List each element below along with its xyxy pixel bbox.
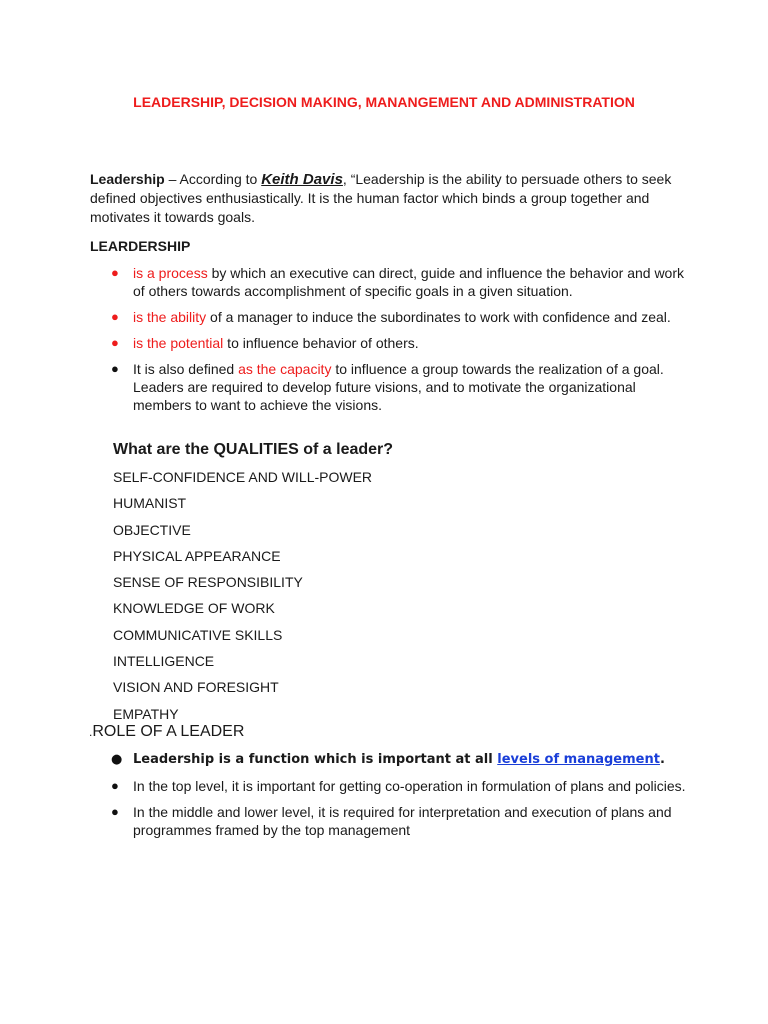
quality-item: OBJECTIVE [113,521,191,538]
quality-item: INTELLIGENCE [113,653,215,670]
definition-text: to influence a group towards the realization of a goal. Leaders are required to develop future visions, and to motivate the organizational members to want to achieve the visions. [133,361,664,413]
bullet-icon: ● [111,752,123,767]
definition-list [110,264,690,422]
bullet-icon: ● [111,309,119,324]
bullet-icon: ● [111,361,119,376]
definition-highlight: is a process [133,265,208,281]
intro-paragraph [90,170,690,227]
quality-item: PHYSICAL APPEARANCE [113,547,281,564]
qualities-heading: What are the QUALITIES of a leader? [113,441,394,458]
bullet-icon: ● [111,265,119,280]
intro-quote: , “Leadership is the ability to persuade others to seek defined objectives enthusiastically. It is the human factor which binds a group together and motivates it towards goals. [90,171,672,225]
role-text: In the middle and lower level, it is required for interpretation and execution of plans and programmes framed by the top management [133,804,672,838]
definition-prefix: It is also defined [133,361,239,377]
quality-item: KNOWLEDGE OF WORK [113,600,275,617]
intro-term: Leadership [90,171,165,187]
author-name: Keith Davis [261,171,343,188]
definition-item [110,360,690,414]
quality-item: VISION AND FORESIGHT [113,679,279,696]
qualities-list [113,468,372,731]
quality-item: EMPATHY [113,705,179,722]
role-text: Leadership is a function which is important at all [133,752,498,767]
definition-highlight: is the potential [133,335,224,351]
definition-text: of a manager to induce the subordinates to work with confidence and zeal. [206,309,671,325]
definition-text: to influence behavior of others. [223,335,419,351]
role-text: In the top level, it is important for getting co-operation in formulation of plans and policies. [133,778,686,794]
role-item [110,751,690,769]
role-heading [89,723,244,741]
leadership-heading: LEARDERSHIP [90,238,191,254]
definition-highlight: as the capacity [238,361,332,377]
definition-item [110,334,690,352]
role-list [110,751,690,847]
role-heading-text: ROLE OF A LEADER [92,723,245,740]
definition-item [110,264,690,300]
levels-of-management-link[interactable]: levels of management [497,752,660,767]
definition-item [110,308,690,326]
bullet-icon: ● [111,335,119,350]
role-heading-dot: . [89,725,93,739]
role-item [110,803,690,839]
quality-item: COMMUNICATIVE SKILLS [113,626,283,643]
definition-highlight: is the ability [133,309,207,325]
quality-item: SENSE OF RESPONSIBILITY [113,574,303,591]
quality-item: SELF-CONFIDENCE AND WILL-POWER [113,469,373,485]
definition-text: by which an executive can direct, guide and influence the behavior and work of others towards accomplishment of specific goals in a given situation. [133,265,684,299]
role-suffix: . [659,752,665,767]
quality-item: HUMANIST [113,495,187,512]
bullet-icon: ● [111,804,119,819]
intro-dash: – According to [164,171,262,187]
document-title: LEADERSHIP, DECISION MAKING, MANANGEMENT AND ADMINISTRATION [133,94,635,110]
bullet-icon: ● [111,778,119,793]
role-item [110,777,690,795]
